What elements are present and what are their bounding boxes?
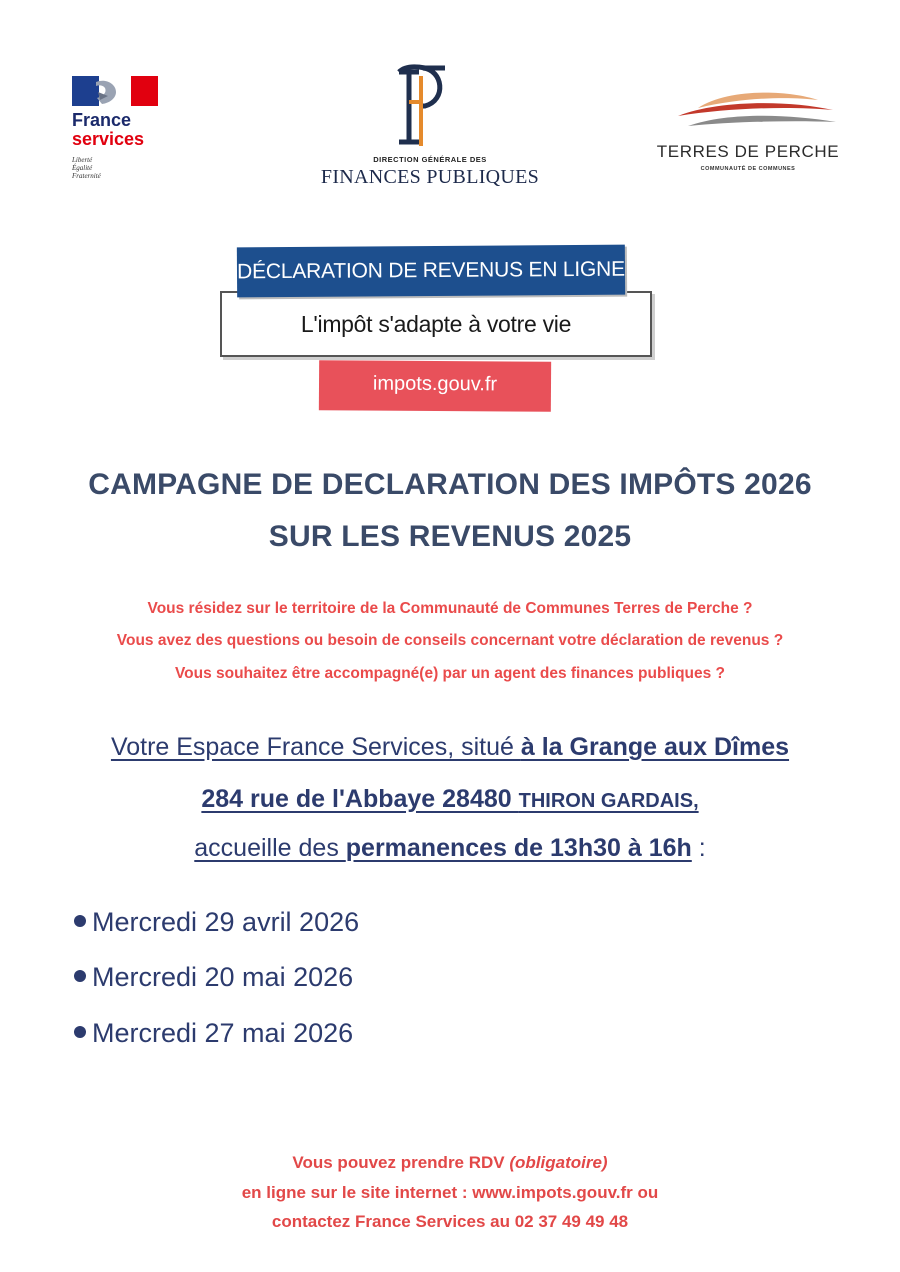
venue-colon: : [691, 834, 706, 862]
banner-heading-box: DÉCLARATION DE REVENUS EN LIGNE [237, 245, 625, 298]
contact-rdv-line [0, 1153, 900, 1173]
date-item [74, 907, 359, 938]
dgfip-direction-text: DIRECTION GÉNÉRALE DES [373, 155, 487, 164]
venue-hours: permanences de 13h30 à 16h [345, 834, 692, 862]
date-item [74, 1018, 353, 1049]
question-residence: Vous résidez sur le territoire de la Communauté de Communes Terres de Perche ? [147, 600, 753, 617]
terres-de-perche-logo [648, 86, 848, 176]
date-text: Mercredi 27 mai 2026 [92, 1018, 354, 1048]
banner-site-box: impots.gouv.fr [319, 360, 551, 412]
bullet-icon [74, 970, 86, 982]
terres-de-perche-name: TERRES DE PERCHE [656, 142, 840, 161]
bullet-icon [74, 1026, 86, 1038]
terres-de-perche-swoosh-icon [668, 86, 838, 136]
motto-egalite: Égalité [72, 164, 93, 172]
motto-liberte: Liberté [72, 156, 93, 164]
venue-line1 [0, 733, 900, 762]
france-services-name-line2: services [72, 129, 145, 149]
date-text: Mercredi 20 mai 2026 [92, 962, 354, 992]
campaign-title-line1: CAMPAGNE DE DECLARATION DES IMPÔTS 2026 [88, 468, 812, 501]
terres-de-perche-subtitle: COMMUNAUTÉ DE COMMUNES [700, 166, 796, 172]
venue-town: THIRON GARDAIS, [518, 790, 699, 812]
date-item [74, 962, 353, 993]
dgfip-logo [300, 62, 560, 192]
campaign-title-line2: SUR LES REVENUS 2025 [268, 520, 632, 553]
question-accompaniment: Vous souhaitez être accompagné(e) par un agent des finances publiques ? [174, 665, 726, 682]
contact-website-line: en ligne sur le site internet : www.impots.gouv.fr ou [241, 1183, 659, 1202]
venue-address [0, 785, 900, 814]
marianne-flag-icon [72, 76, 158, 106]
contact-rdv-text: Vous pouvez prendre RDV [292, 1153, 510, 1172]
contact-phone-line: contactez France Services au 02 37 49 49 48 [271, 1212, 629, 1231]
question-advice: Vous avez des questions ou besoin de conseils concernant votre déclaration de revenus ? [116, 632, 784, 649]
france-services-name-line1: France [72, 110, 132, 130]
venue-place: à la Grange aux Dîmes [520, 733, 790, 761]
venue-intro: Votre Espace France Services, situé [110, 733, 521, 761]
dgfip-fp-monogram-icon [385, 62, 455, 152]
republic-motto [72, 156, 132, 180]
banner-slogan-box: L'impôt s'adapte à votre vie [220, 291, 652, 357]
motto-fraternite: Fraternité [72, 172, 101, 180]
dgfip-finances-text: FINANCES PUBLIQUES [320, 166, 540, 188]
venue-hosts: accueille des [194, 834, 346, 862]
date-text: Mercredi 29 avril 2026 [92, 907, 360, 937]
venue-hours-line [0, 834, 900, 863]
france-services-logo [72, 74, 182, 184]
venue-street: 284 rue de l'Abbaye 28480 [201, 785, 519, 813]
bullet-icon [74, 915, 86, 927]
contact-mandatory: (obligatoire) [509, 1153, 608, 1172]
